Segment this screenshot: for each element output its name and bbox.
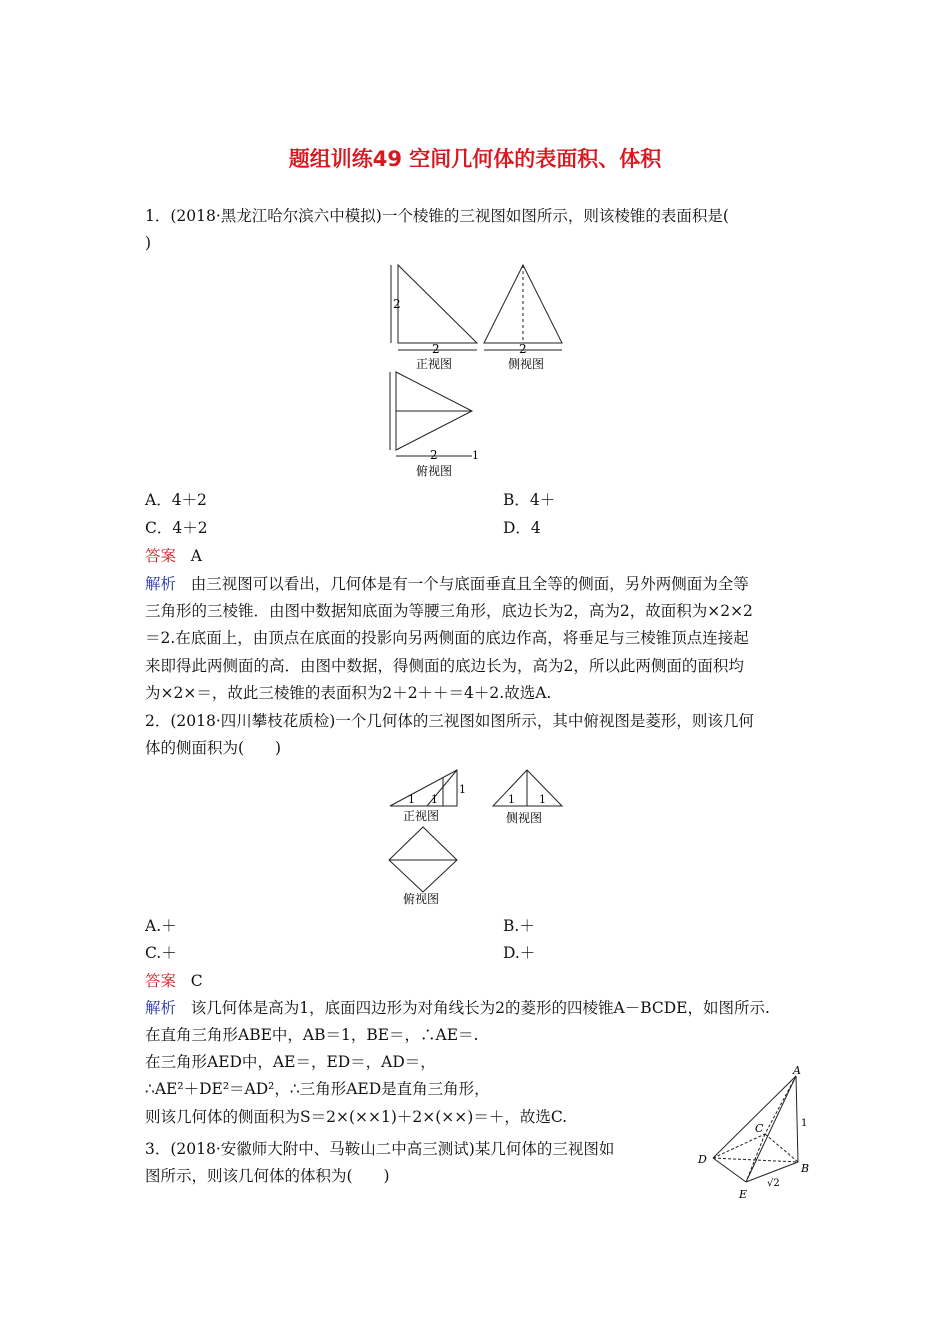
q1-stem-line2: ) xyxy=(145,234,152,252)
q2-pyramid-label-one: 1 xyxy=(801,1118,808,1129)
q1-three-view-figure xyxy=(380,260,580,482)
q2-top-view xyxy=(389,827,457,892)
q2-answer-label: 答案 xyxy=(145,972,177,990)
q1-option-b: B．4＋ xyxy=(503,491,556,509)
q1-front-view xyxy=(391,265,477,350)
q1-option-d: D．4 xyxy=(503,519,541,537)
q2-pyramid-label-e: E xyxy=(739,1188,748,1201)
q1-answer-row xyxy=(145,545,202,567)
q2-option-d: D.＋ xyxy=(503,944,536,962)
q2-side-caption: 侧视图 xyxy=(506,811,543,825)
q2-pyramid-figure xyxy=(693,1064,823,1206)
q1-analysis-label: 解析 xyxy=(145,575,177,593)
q1-option-c: C．4＋2 xyxy=(145,519,208,537)
q1-side-caption: 侧视图 xyxy=(508,357,545,371)
q1-analysis-line4: 来即得此两侧面的高．由图中数据，得侧面的底边长为，高为2，所以此两侧面的面积均 xyxy=(145,657,744,675)
q1-analysis-line5: 为×2×＝，故此三棱锥的表面积为2＋2＋＋＝4＋2.故选A. xyxy=(145,684,552,702)
q1-answer-label: 答案 xyxy=(145,547,177,565)
q2-front-caption: 正视图 xyxy=(403,809,440,823)
q1-option-a: A．4＋2 xyxy=(145,491,207,509)
q2-front-view xyxy=(390,770,457,806)
q2-analysis-line5: 则该几何体的侧面积为S＝2×(××1)＋2×(××)＝＋，故选C. xyxy=(145,1108,568,1126)
q2-option-b: B.＋ xyxy=(503,917,535,935)
q1-top-width: 2 xyxy=(430,448,438,462)
q1-top-caption: 俯视图 xyxy=(416,464,453,478)
q2-pyramid-label-d: D xyxy=(698,1153,707,1166)
q2-side-e: 1 xyxy=(539,793,546,806)
q1-front-caption: 正视图 xyxy=(416,357,453,371)
q3-stem-line2: 图所示，则该几何体的体积为( ) xyxy=(145,1167,390,1185)
q2-analysis-line2: 在直角三角形ABE中，AB＝1，BE＝，∴AE＝. xyxy=(145,1026,479,1044)
q1-analysis-line3: ＝2.在底面上，由顶点在底面的投影向另两侧面的底边作高，将垂足与三棱锥顶点连接起 xyxy=(145,629,749,647)
q2-analysis-line4: ∴AE²＋DE²＝AD²，∴三角形AED是直角三角形， xyxy=(145,1080,490,1098)
q1-stem-line1: 1．(2018·黑龙江哈尔滨六中模拟)一个棱锥的三视图如图所示，则该棱锥的表面积是( xyxy=(145,207,729,225)
q2-pyramid-label-b: B xyxy=(801,1162,810,1175)
q1-front-width: 2 xyxy=(432,342,440,356)
q2-pyramid-label-root2: √2 xyxy=(767,1178,780,1189)
q2-stem-line2: 体的侧面积为( ) xyxy=(145,739,282,757)
q2-side-view xyxy=(493,770,562,806)
q1-analysis-line1: 解析 由三视图可以看出，几何体是有一个与底面垂直且全等的侧面，另外两侧面为全等 xyxy=(145,575,749,593)
q2-analysis-line1: 解析 该几何体是高为1，底面四边形为对角线长为2的菱形的四棱锥A－BCDE，如图所示. xyxy=(145,999,770,1017)
q1-side-view xyxy=(484,265,562,350)
q2-pyramid-label-c: C xyxy=(755,1122,764,1135)
q2-stem-line1: 2．(2018·四川攀枝花质检)一个几何体的三视图如图所示，其中俯视图是菱形，则该几何 xyxy=(145,712,754,730)
q2-answer-value: C xyxy=(190,972,203,990)
q2-side-d: 1 xyxy=(508,793,515,806)
q2-option-a: A.＋ xyxy=(145,917,177,935)
q1-top-one: 1 xyxy=(472,449,479,462)
q2-analysis-line3: 在三角形AED中，AE＝，ED＝，AD＝， xyxy=(145,1053,436,1071)
page-title: 题组训练49 空间几何体的表面积、体积 xyxy=(288,147,662,171)
q2-answer-row xyxy=(145,970,203,992)
q2-front-c: 1 xyxy=(459,783,466,796)
q1-front-height: 2 xyxy=(393,297,401,311)
q3-stem-line1: 3．(2018·安徽师大附中、马鞍山二中高三测试)某几何体的三视图如 xyxy=(145,1140,615,1158)
q2-front-a: 1 xyxy=(408,793,415,806)
q2-top-caption: 俯视图 xyxy=(403,892,440,906)
q2-option-c: C.＋ xyxy=(145,944,177,962)
q1-answer-value: A xyxy=(190,547,202,565)
q1-analysis-line2: 三角形的三棱锥．由图中数据知底面为等腰三角形，底边长为2，高为2，故面积为×2×2 xyxy=(145,602,753,620)
q2-three-view-figure xyxy=(385,765,570,908)
q2-pyramid-label-a: A xyxy=(793,1064,801,1077)
q1-top-view xyxy=(390,372,472,456)
q2-front-b: 1 xyxy=(431,793,438,806)
q2-analysis-label: 解析 xyxy=(145,999,177,1017)
q1-side-width: 2 xyxy=(519,342,527,356)
